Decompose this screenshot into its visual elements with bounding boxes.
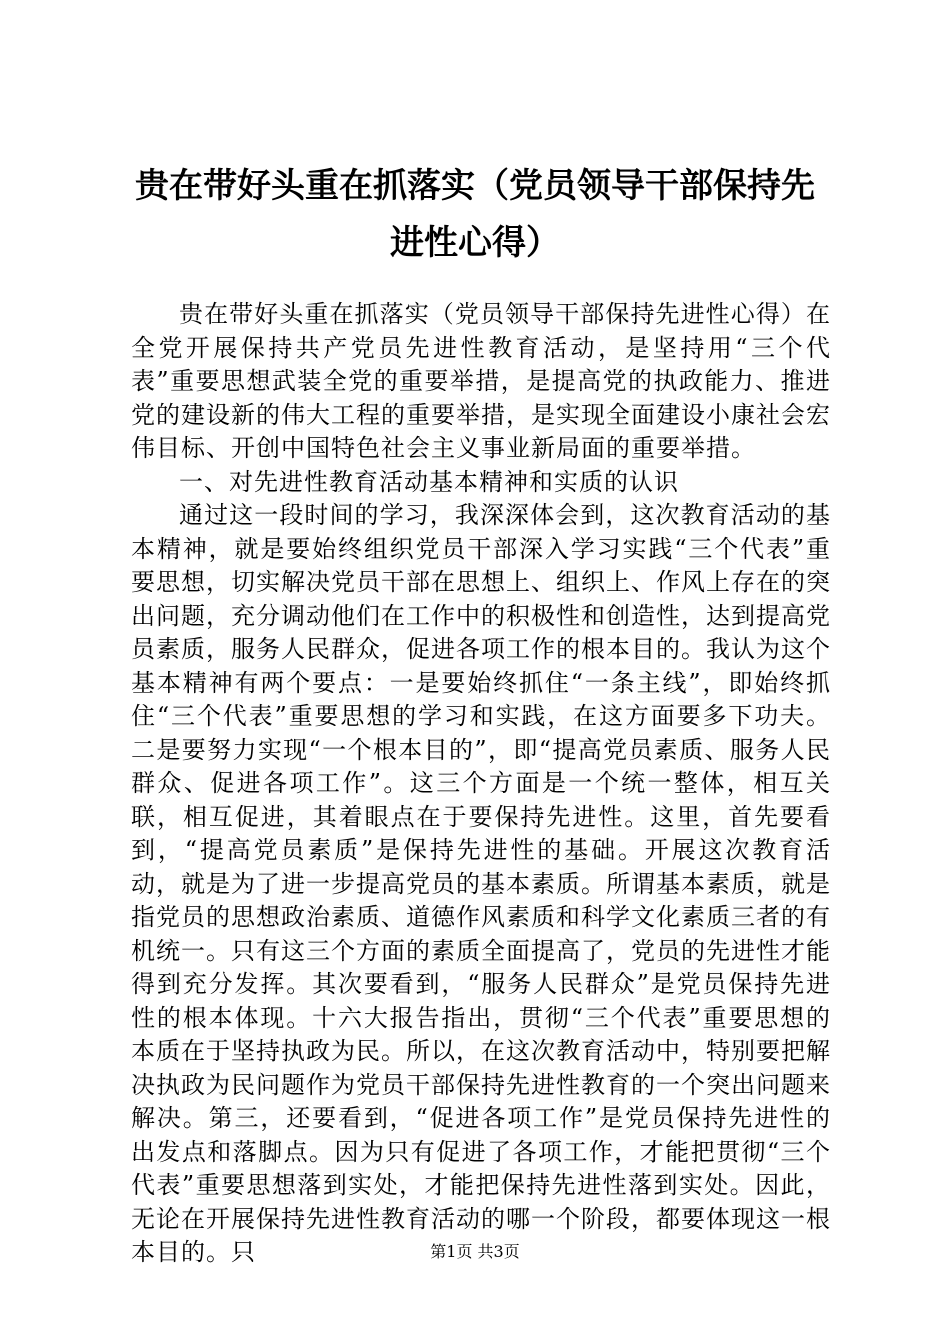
document-body (131, 298, 831, 1270)
document-title: 贵在带好头重在抓落实（党员领导干部保持先进性心得） (135, 166, 815, 263)
intro-paragraph: 贵在带好头重在抓落实（党员领导干部保持先进性心得）在全党开展保持共产党员先进性教育活动，是坚持用“三个代表”重要思想武装全党的重要举措，是提高党的执政能力、推进党的建设新的伟大工程的重要举措，是实现全面建设小康社会宏伟目标、开创中国特色社会主义事业新局面的重要举措。 (131, 300, 831, 462)
body-paragraph: 通过这一段时间的学习，我深深体会到，这次教育活动的基本精神，就是要始终组织党员干部深入学习实践“三个代表”重要思想，切实解决党员干部在思想上、组织上、作风上存在的突出问题，充分调动他们在工作中的积极性和创造性，达到提高党员素质，服务人民群众，促进各项工作的根本目的。我认为这个基本精神有两个要点：一是要始终抓住“一条主线”，即始终抓住“三个代表”重要思想的学习和实践，在这方面要多下功夫。二是要努力实现“一个根本目的”，即“提高党员素质、服务人民群众、促进各项工作”。这三个方面是一个统一整体，相互关联，相互促进，其着眼点在于要保持先进性。这里，首先要看到，“提高党员素质”是保持先进性的基础。开展这次教育活动，就是为了进一步提高党员的基本素质。所谓基本素质，就是指党员的思想政治素质、道德作风素质和科学文化素质三者的有机统一。只有这三个方面的素质全面提高了，党员的先进性才能得到充分发挥。其次要看到，“服务人民群众”是党员保持先进性的根本体现。十六大报告指出，贯彻“三个代表”重要思想的本质在于坚持执政为民。所以，在这次教育活动中，特别要把解决执政为民问题作为党员干部保持先进性教育的一个突出问题来解决。第三，还要看到，“促进各项工作”是党员保持先进性的出发点和落脚点。因为只有促进了各项工作，才能把贯彻“三个代表”重要思想落到实处，才能把保持先进性落到实处。因此，无论在开展保持先进性教育活动的哪一个阶段，都要体现这一根本目的。只 (131, 501, 831, 1266)
section-heading: 一、对先进性教育活动基本精神和实质的认识 (179, 467, 679, 496)
page-footer: 第1页 共3页 (430, 1242, 520, 1261)
